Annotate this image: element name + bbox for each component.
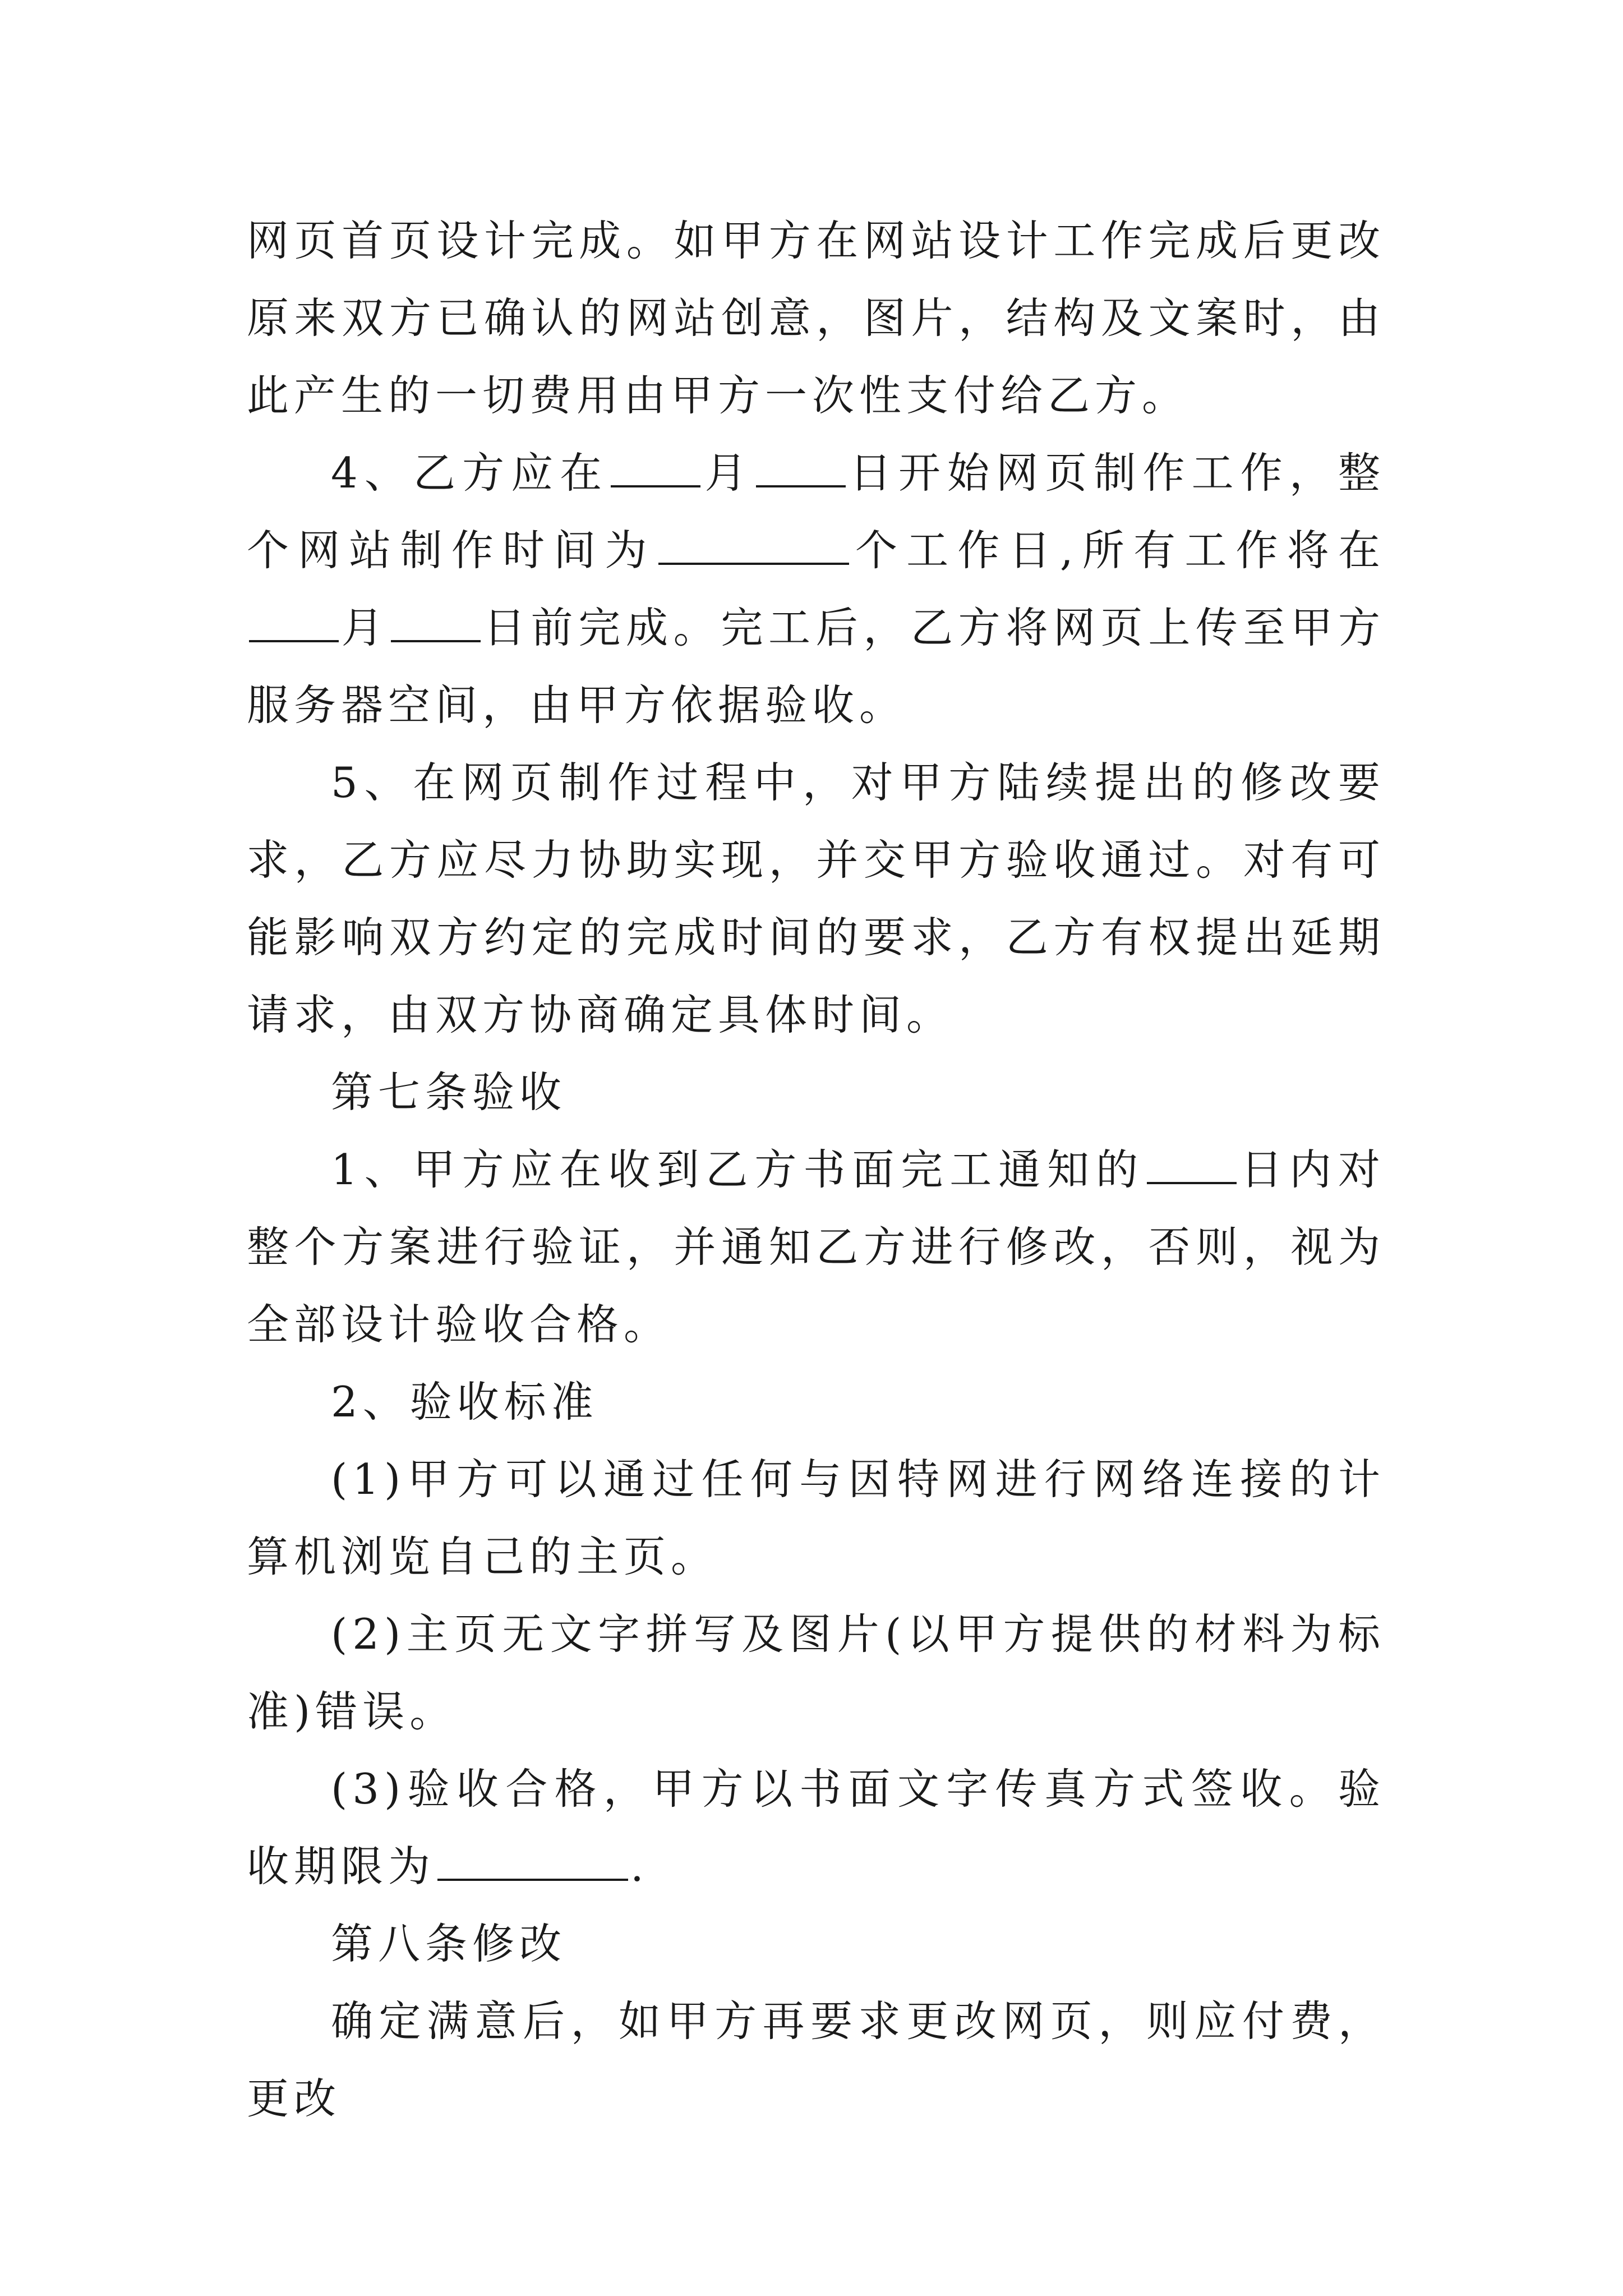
fill-in-blank [1147,1143,1237,1184]
paragraph [247,1441,1385,1595]
fill-in-blank [391,601,481,642]
paragraph-text: 个工作日,所有工作将在 [851,526,1385,575]
paragraph-text: 1、甲方应在收到乙方书面完工通知的 [331,1145,1145,1194]
paragraph [247,1982,1385,2137]
paragraph [247,434,1385,744]
paragraph [247,1750,1385,1905]
paragraph-text: 第八条修改 [331,1919,567,1968]
paragraph-text: 日前完成。完工后，乙方将网页上传至甲方服务器空间，由甲方依据验收。 [247,603,1385,730]
paragraph-text: 日内对整个方案进行验证，并通知乙方进行修改，否则，视为全部设计验收合格。 [247,1145,1385,1349]
paragraph-text: 月 [341,603,389,652]
fill-in-blank [611,446,700,487]
paragraph [247,1595,1385,1750]
paragraph-text: (3)验收合格，甲方以书面文字传真方式签收。验收期限为 [247,1764,1385,1891]
fill-in-blank [658,523,849,565]
paragraph [247,1905,1385,1982]
paragraph [247,1131,1385,1363]
fill-in-blank [756,446,846,487]
paragraph-text: 网页首页设计完成。如甲方在网站设计工作完成后更改原来双方已确认的网站创意，图片，结构及文案时，由此产生的一切费用由甲方一次性支付给乙方。 [247,216,1385,420]
fill-in-blank [249,601,339,642]
paragraph [247,1053,1385,1131]
paragraph-text: (1)甲方可以通过任何与因特网进行网络连接的计算机浏览自己的主页。 [247,1455,1385,1581]
paragraph-text: 第七条验收 [331,1068,567,1117]
paragraph-text: 5、在网页制作过程中，对甲方陆续提出的修改要求，乙方应尽力协助实现，并交甲方验收通过。对有可能影响双方约定的完成时间的要求，乙方有权提出延期请求，由双方协商确定具体时间。 [247,758,1385,1039]
paragraph-text: 2、验收标准 [331,1377,598,1427]
paragraph-text: 确定满意后，如甲方再要求更改网页，则应付费，更改 [247,1996,1385,2123]
paragraph-text: 4、乙方应在 [331,448,609,498]
paragraph-text: 日开始网页制作工作，整个网站制作时间为 [247,448,1385,575]
paragraph-text: (2)主页无文字拼写及图片(以甲方提供的材料为标准)错误。 [247,1609,1385,1736]
paragraph [247,744,1385,1053]
paragraph [247,202,1385,434]
paragraph-text: 月 [703,448,754,498]
fill-in-blank [437,1839,628,1881]
paragraph-text: . [630,1842,649,1891]
paragraph [247,1363,1385,1441]
document-body [247,202,1385,2137]
